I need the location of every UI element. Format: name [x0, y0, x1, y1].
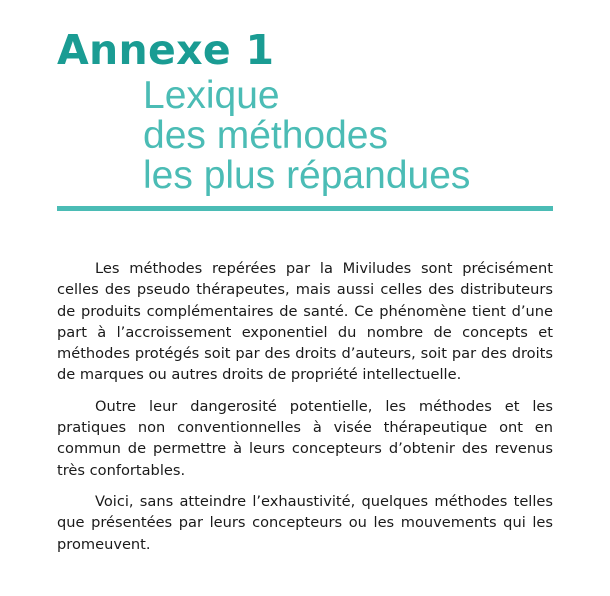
subtitle-line: Lexique [143, 74, 280, 117]
annex-title: Annexe 1 [57, 26, 275, 74]
subtitle-line: des méthodes [143, 114, 388, 157]
section-subtitle [143, 76, 470, 196]
body-text [57, 258, 553, 565]
paragraph: Les méthodes repérées par la Miviludes sont précisément celles des pseudo thérapeutes, mais aussi celles des distributeurs de produits complémentaires de santé. Ce phénomène tient d’une part à l’accroissement exponentiel du nombre de concepts et méthodes protégés soit par des droits d’auteurs, soit par des droits de marques ou autres droits de propriété intellectuelle. [57, 260, 553, 384]
title-divider [57, 206, 553, 211]
subtitle-line: les plus répandues [143, 154, 471, 197]
paragraph: Voici, sans atteindre l’exhaustivité, quelques méthodes telles que présentées par leurs concepteurs ou les mouvements qui les promeuvent. [57, 492, 553, 553]
paragraph: Outre leur dangerosité potentielle, les méthodes et les pratiques non conventionnelles à visée thérapeutique ont en commun de permettre à leurs concepteurs d’obtenir des revenus très confortables. [57, 397, 553, 479]
